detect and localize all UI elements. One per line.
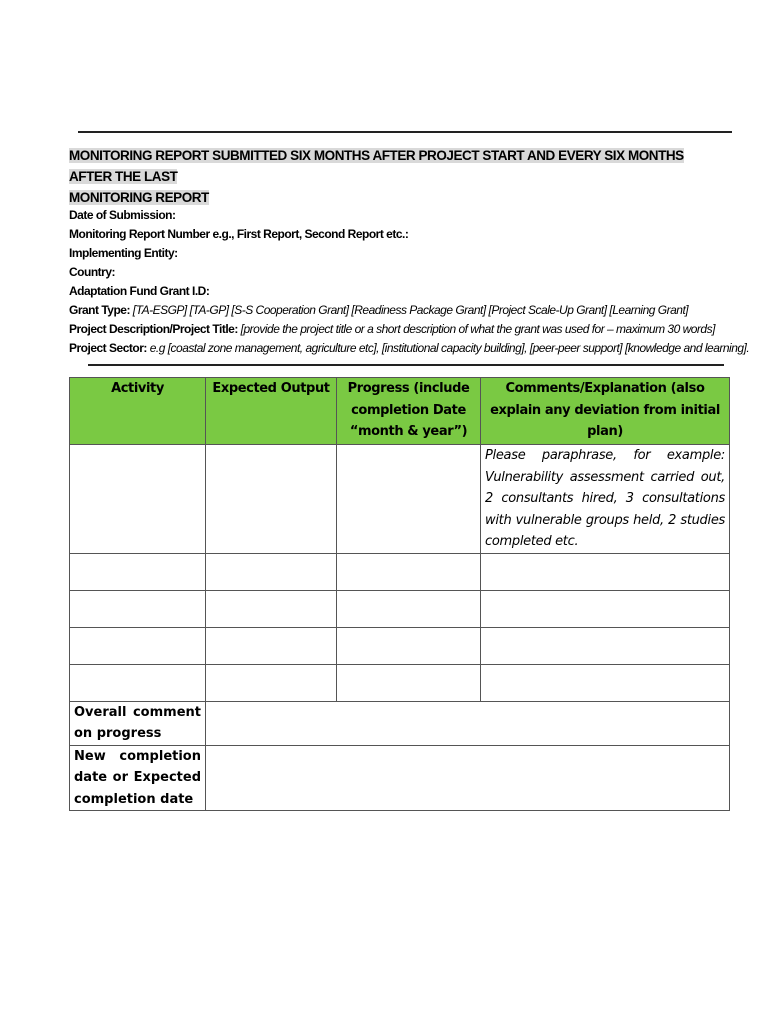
expected-output-cell[interactable] — [206, 590, 337, 627]
header-expected-output: Expected Output — [206, 378, 337, 445]
table-row — [70, 664, 730, 701]
project-title-row — [69, 320, 749, 339]
header-progress: Progress (include completion Date “month & year”) — [337, 378, 481, 445]
overall-comment-label: Overall comment on progress — [70, 701, 206, 745]
section-divider — [88, 364, 724, 366]
report-number-label: Monitoring Report Number e.g., First Report, Second Report etc.: — [69, 227, 409, 241]
completion-date-label: New completion date or Expected completion date — [70, 745, 206, 811]
title-line-1: MONITORING REPORT SUBMITTED SIX MONTHS AFTER PROJECT START AND EVERY SIX MONTHS AFTER THE LAST — [69, 148, 684, 184]
comments-cell[interactable] — [481, 553, 730, 590]
activity-cell[interactable] — [70, 445, 206, 554]
project-sector-label: Project Sector: — [69, 341, 147, 355]
date-of-submission-label: Date of Submission: — [69, 208, 176, 222]
monitoring-table — [69, 377, 730, 811]
table-header-row — [70, 378, 730, 445]
grant-id-label: Adaptation Fund Grant I.D: — [69, 284, 210, 298]
expected-output-cell[interactable] — [206, 664, 337, 701]
table-row — [70, 445, 730, 554]
project-sector-row — [69, 339, 749, 358]
activity-cell[interactable] — [70, 627, 206, 664]
activity-cell[interactable] — [70, 664, 206, 701]
report-fields — [69, 206, 749, 358]
project-title-label: Project Description/Project Title: — [69, 322, 238, 336]
overall-comment-row — [70, 701, 730, 745]
table-row — [70, 553, 730, 590]
table-row — [70, 590, 730, 627]
comments-cell[interactable] — [481, 664, 730, 701]
top-divider — [78, 131, 732, 133]
overall-comment-field[interactable] — [206, 701, 730, 745]
country-label: Country: — [69, 265, 115, 279]
implementing-entity-label: Implementing Entity: — [69, 246, 178, 260]
grant-type-label: Grant Type: — [69, 303, 130, 317]
progress-cell[interactable] — [337, 553, 481, 590]
grant-type-row — [69, 301, 749, 320]
comments-cell[interactable] — [481, 590, 730, 627]
project-sector-value: e.g [coastal zone management, agriculture etc], [institutional capacity building], [peer-peer support] [knowledge and learning]. — [149, 341, 750, 355]
comments-cell[interactable]: Please paraphrase, for example: Vulnerability assessment carried out, 2 consultants hired, 3 consultations with vulnerable groups held, 2 studies completed etc. — [481, 445, 730, 554]
progress-cell[interactable] — [337, 627, 481, 664]
activity-cell[interactable] — [70, 553, 206, 590]
project-title-value: [provide the project title or a short description of what the grant was used for – maximum 30 words] — [240, 322, 715, 336]
comments-cell[interactable] — [481, 627, 730, 664]
grant-type-value: [TA-ESGP] [TA-GP] [S-S Cooperation Grant] [Readiness Package Grant] [Project Scale-Up Grant] [Learning Grant] — [132, 303, 689, 317]
header-activity: Activity — [70, 378, 206, 445]
completion-date-row — [70, 745, 730, 811]
expected-output-cell[interactable] — [206, 445, 337, 554]
table-row — [70, 627, 730, 664]
progress-cell[interactable] — [337, 445, 481, 554]
expected-output-cell[interactable] — [206, 627, 337, 664]
activity-cell[interactable] — [70, 590, 206, 627]
title-line-2: MONITORING REPORT — [69, 190, 209, 205]
page-title — [69, 145, 709, 208]
completion-date-field[interactable] — [206, 745, 730, 811]
header-comments: Comments/Explanation (also explain any deviation from initial plan) — [481, 378, 730, 445]
expected-output-cell[interactable] — [206, 553, 337, 590]
progress-cell[interactable] — [337, 664, 481, 701]
progress-cell[interactable] — [337, 590, 481, 627]
